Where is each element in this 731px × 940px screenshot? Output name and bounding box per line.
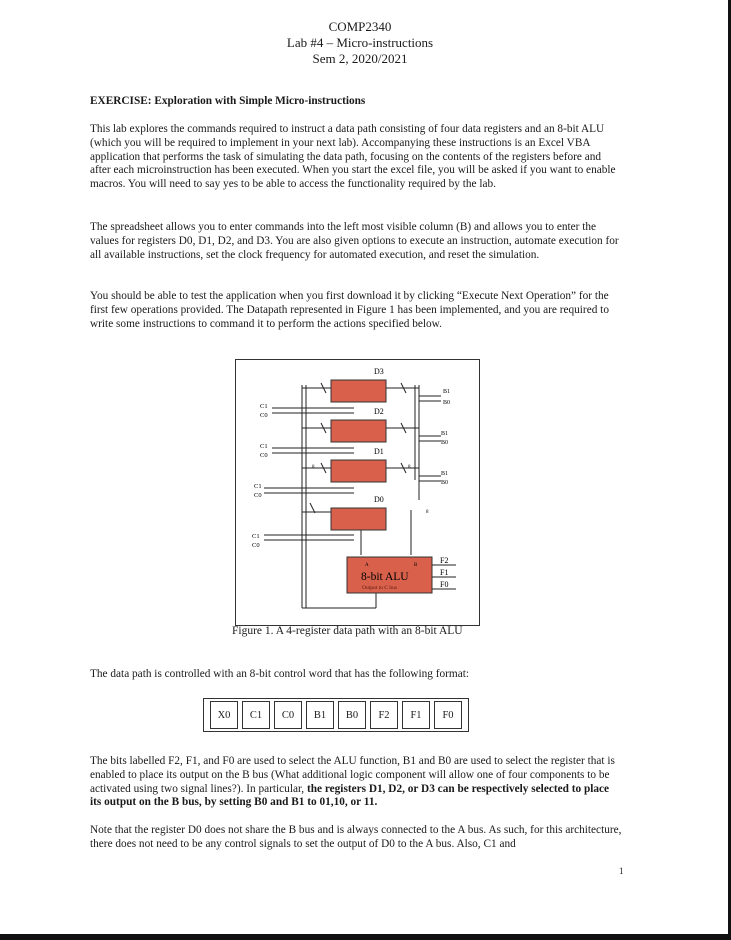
control-bit-f1: F1 — [402, 701, 430, 729]
figure-caption: Figure 1. A 4-register data path with an 8-bit ALU — [232, 625, 463, 637]
register-label-d1: D1 — [374, 447, 384, 456]
control-label-c1: C1 — [254, 483, 262, 490]
control-bit-b1: B1 — [306, 701, 334, 729]
control-label-c0: C0 — [260, 452, 268, 459]
register-d1 — [331, 460, 386, 482]
control-label-c1: C1 — [252, 533, 260, 540]
alu-f2: F2 — [440, 556, 449, 565]
control-label-b0: B0 — [441, 480, 449, 486]
control-label-c1: C1 — [260, 443, 268, 450]
alu-input-b: B — [414, 563, 418, 568]
paragraph-testing: You should be able to test the application when you first download it by clicking “Execute Next Operation” for the first few operations provided. The Datapath represented in Figure 1 has been implemented, and you are required to write some instructions to command it to perform the actions specified below. — [90, 290, 609, 330]
control-bit-x0: X0 — [210, 701, 238, 729]
control-label-b1: B1 — [441, 471, 449, 477]
alu-f1: F1 — [440, 568, 449, 577]
control-bit-b0: B0 — [338, 701, 366, 729]
bus-width-label: 8 — [426, 510, 429, 515]
lab-title: Lab #4 – Micro-instructions — [286, 35, 434, 50]
control-bit-f2: F2 — [370, 701, 398, 729]
register-label-d2: D2 — [374, 407, 384, 416]
datapath-diagram — [236, 360, 479, 625]
window-bottom-edge — [0, 934, 731, 940]
alu-input-a: A — [365, 563, 369, 568]
register-d2 — [331, 420, 386, 442]
control-label-b0: B0 — [441, 440, 449, 446]
control-label-c0: C0 — [252, 542, 260, 549]
course-code: COMP2340 — [328, 19, 392, 34]
control-label-c0: C0 — [260, 412, 268, 419]
bus-width-label: 8 — [408, 465, 411, 470]
paragraph-spreadsheet: The spreadsheet allows you to enter commands into the left most visible column (B) and allows you to enter the values for registers D0, D1, D2, and D3. You are also given options to execute an instruction, automate execution for all available instructions, set the clock frequency for automated execution, and reset the simulation. — [90, 221, 619, 261]
paragraph-bit-functions-end: . — [374, 796, 378, 809]
control-bit-f0: F0 — [434, 701, 462, 729]
alu-sublabel: Output to C bus — [362, 585, 397, 591]
register-label-d3: D3 — [374, 367, 384, 376]
control-label-b1: B1 — [443, 389, 451, 395]
alu-label: 8-bit ALU — [361, 571, 409, 583]
semester: Sem 2, 2020/2021 — [312, 51, 408, 66]
paragraph-bit-functions — [90, 755, 622, 810]
control-word-table — [203, 698, 469, 732]
bus-width-label: 8 — [312, 465, 315, 470]
control-label-b0: B0 — [443, 400, 451, 406]
paragraph-bit-functions-text: The bits labelled F2, F1, and F0 are used to select the ALU function, B1 and B0 are used to select the register that is enabled to place its output on the B bus (What additional logic component will allow one of four components to be activated using two signal lines?). In particular, — [90, 755, 615, 795]
paragraph-intro: This lab explores the commands required to instruct a data path consisting of four data registers and an 8-bit ALU (which you will be required to implement in your next lab). Accompanying these instructions is an Excel VBA application that performs the task of simulating the data path, focusing on the contents of the registers before and after each microinstruction has been executed. When you start the excel file, you will be asked if you want to enable macros. You will need to say yes to be able to access the functionality required by the lab. — [90, 123, 616, 191]
control-label-c0: C0 — [254, 492, 262, 499]
alu-f0: F0 — [440, 580, 449, 589]
paragraph-bit-functions-bold: the registers D1, D2, or D3 can be respectively selected to place its output on the B bus, by setting B0 and B1 to 01,10, or 11 — [90, 782, 610, 809]
control-bit-c1: C1 — [242, 701, 270, 729]
control-label-b1: B1 — [441, 431, 449, 437]
datapath-figure — [235, 359, 480, 626]
register-d0 — [331, 508, 386, 530]
exercise-heading: EXERCISE: Exploration with Simple Micro-instructions — [90, 95, 366, 107]
paragraph-d0-note: Note that the register D0 does not share the B bus and is always connected to the A bus. As such, for this architecture, there does not need to be any control signals to set the output of D0 to the A bus. Also, C1 and — [90, 824, 622, 850]
register-d3 — [331, 380, 386, 402]
register-label-d0: D0 — [374, 495, 384, 504]
page-number: 1 — [619, 866, 624, 876]
paragraph-control-word: The data path is controlled with an 8-bit control word that has the following format: — [90, 668, 469, 680]
control-label-c1: C1 — [260, 403, 268, 410]
document-header — [0, 19, 720, 67]
control-bit-c0: C0 — [274, 701, 302, 729]
